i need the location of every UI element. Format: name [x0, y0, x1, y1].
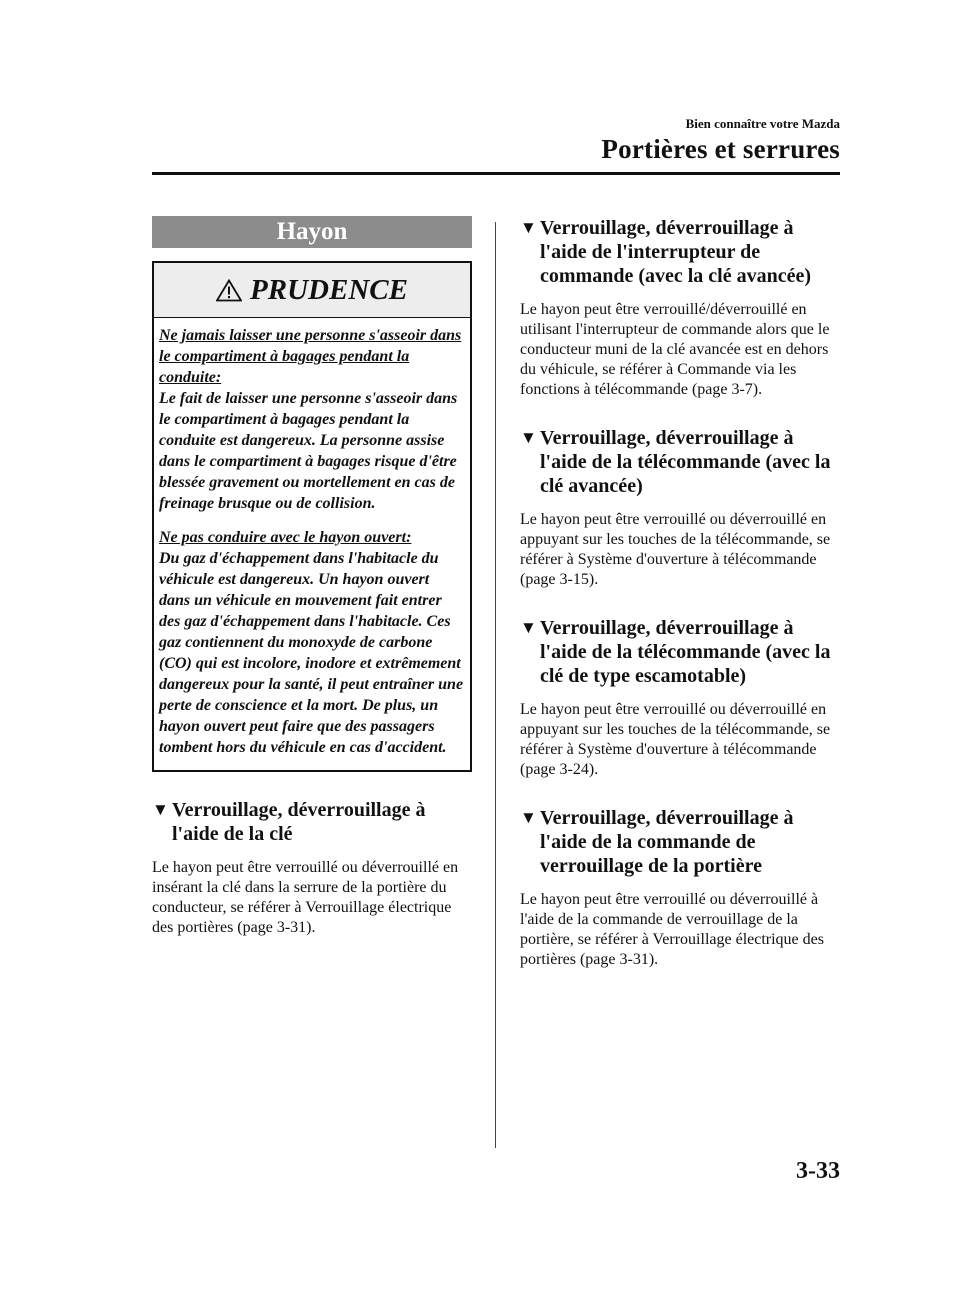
right-body-4: Le hayon peut être verrouillé ou déverrouillé à l'aide de la commande de verrouillage de la portière, se référer à Verrouillage électrique des portières (page 3-31). — [520, 891, 824, 968]
column-divider — [495, 222, 496, 1148]
caution-p2-title: Ne pas conduire avec le hayon ouvert: — [159, 529, 412, 546]
right-heading-2-text: Verrouillage, déverrouillage à l'aide de la télécommande (avec la clé avancée) — [540, 427, 831, 497]
key-heading — [152, 798, 472, 846]
section-title-hayon: Hayon — [152, 216, 472, 248]
right-heading-4-text: Verrouillage, déverrouillage à l'aide de la commande de verrouillage de la portière — [540, 807, 794, 877]
right-body-1: Le hayon peut être verrouillé/déverrouillé en utilisant l'interrupteur de commande alors que le conducteur muni de la clé avancée est en dehors du véhicule, se référer à Commande via les fonctions à télécommande (page 3-7). — [520, 301, 830, 398]
right-heading-1 — [520, 216, 840, 288]
right-heading-3 — [520, 616, 840, 688]
warning-triangle-icon — [216, 279, 242, 302]
right-section-1 — [520, 216, 840, 400]
header-title: Portières et serrures — [601, 134, 840, 164]
right-heading-4 — [520, 806, 840, 878]
right-section-2 — [520, 426, 840, 590]
caution-p2-body: Du gaz d'échappement dans l'habitacle du véhicule est dangereux. Un hayon ouvert dans un véhicule en mouvement fait entrer des gaz d'échappement dans l'habitacle. Ces gaz contiennent du monoxyde de carbone (CO) qui est incolore, inodore et extrêmement dangereux pour la santé, il peut entraîner une perte de conscience et la mort. De plus, un hayon ouvert peut faire que des passagers tombent hors du véhicule en cas d'accident. — [159, 550, 464, 756]
caution-p1-title: Ne jamais laisser une personne s'asseoir dans le compartiment à bagages pendant la conduite: — [159, 327, 462, 386]
header-rule — [152, 172, 840, 175]
down-triangle-icon: ▼ — [520, 218, 537, 237]
header-subtitle: Bien connaître votre Mazda — [685, 116, 840, 131]
right-section-4 — [520, 806, 840, 970]
page-number: 3-33 — [796, 1158, 840, 1184]
key-section — [152, 798, 472, 938]
right-column — [520, 216, 840, 996]
right-section-3 — [520, 616, 840, 780]
down-triangle-icon: ▼ — [520, 428, 537, 447]
right-heading-3-text: Verrouillage, déverrouillage à l'aide de la télécommande (avec la clé de type escamotable) — [540, 617, 831, 687]
caution-label: PRUDENCE — [250, 273, 408, 306]
right-heading-2 — [520, 426, 840, 498]
down-triangle-icon: ▼ — [520, 618, 537, 637]
down-triangle-icon: ▼ — [520, 808, 537, 827]
right-body-2: Le hayon peut être verrouillé ou déverrouillé en appuyant sur les touches de la télécommande, se référer à Système d'ouverture à télécommande (page 3-15). — [520, 511, 831, 588]
left-column — [152, 216, 472, 964]
key-body: Le hayon peut être verrouillé ou déverrouillé en insérant la clé dans la serrure de la portière du conducteur, se référer à Verrouillage électrique des portières (page 3-31). — [152, 859, 459, 936]
key-heading-text: Verrouillage, déverrouillage à l'aide de la clé — [172, 799, 426, 845]
caution-box — [152, 261, 472, 772]
right-body-3: Le hayon peut être verrouillé ou déverrouillé en appuyant sur les touches de la télécommande, se référer à Système d'ouverture à télécommande (page 3-24). — [520, 701, 831, 778]
caution-header — [154, 263, 470, 318]
down-triangle-icon: ▼ — [152, 800, 169, 819]
caution-body — [154, 318, 470, 770]
right-heading-1-text: Verrouillage, déverrouillage à l'aide de l'interrupteur de commande (avec la clé avancée) — [540, 217, 812, 287]
caution-p1-body: Le fait de laisser une personne s'asseoir dans le compartiment à bagages pendant la conduite est dangereux. La personne assise dans le compartiment à bagages risque d'être blessée gravement ou mortellement en cas de freinage brusque ou de collision. — [159, 390, 458, 512]
